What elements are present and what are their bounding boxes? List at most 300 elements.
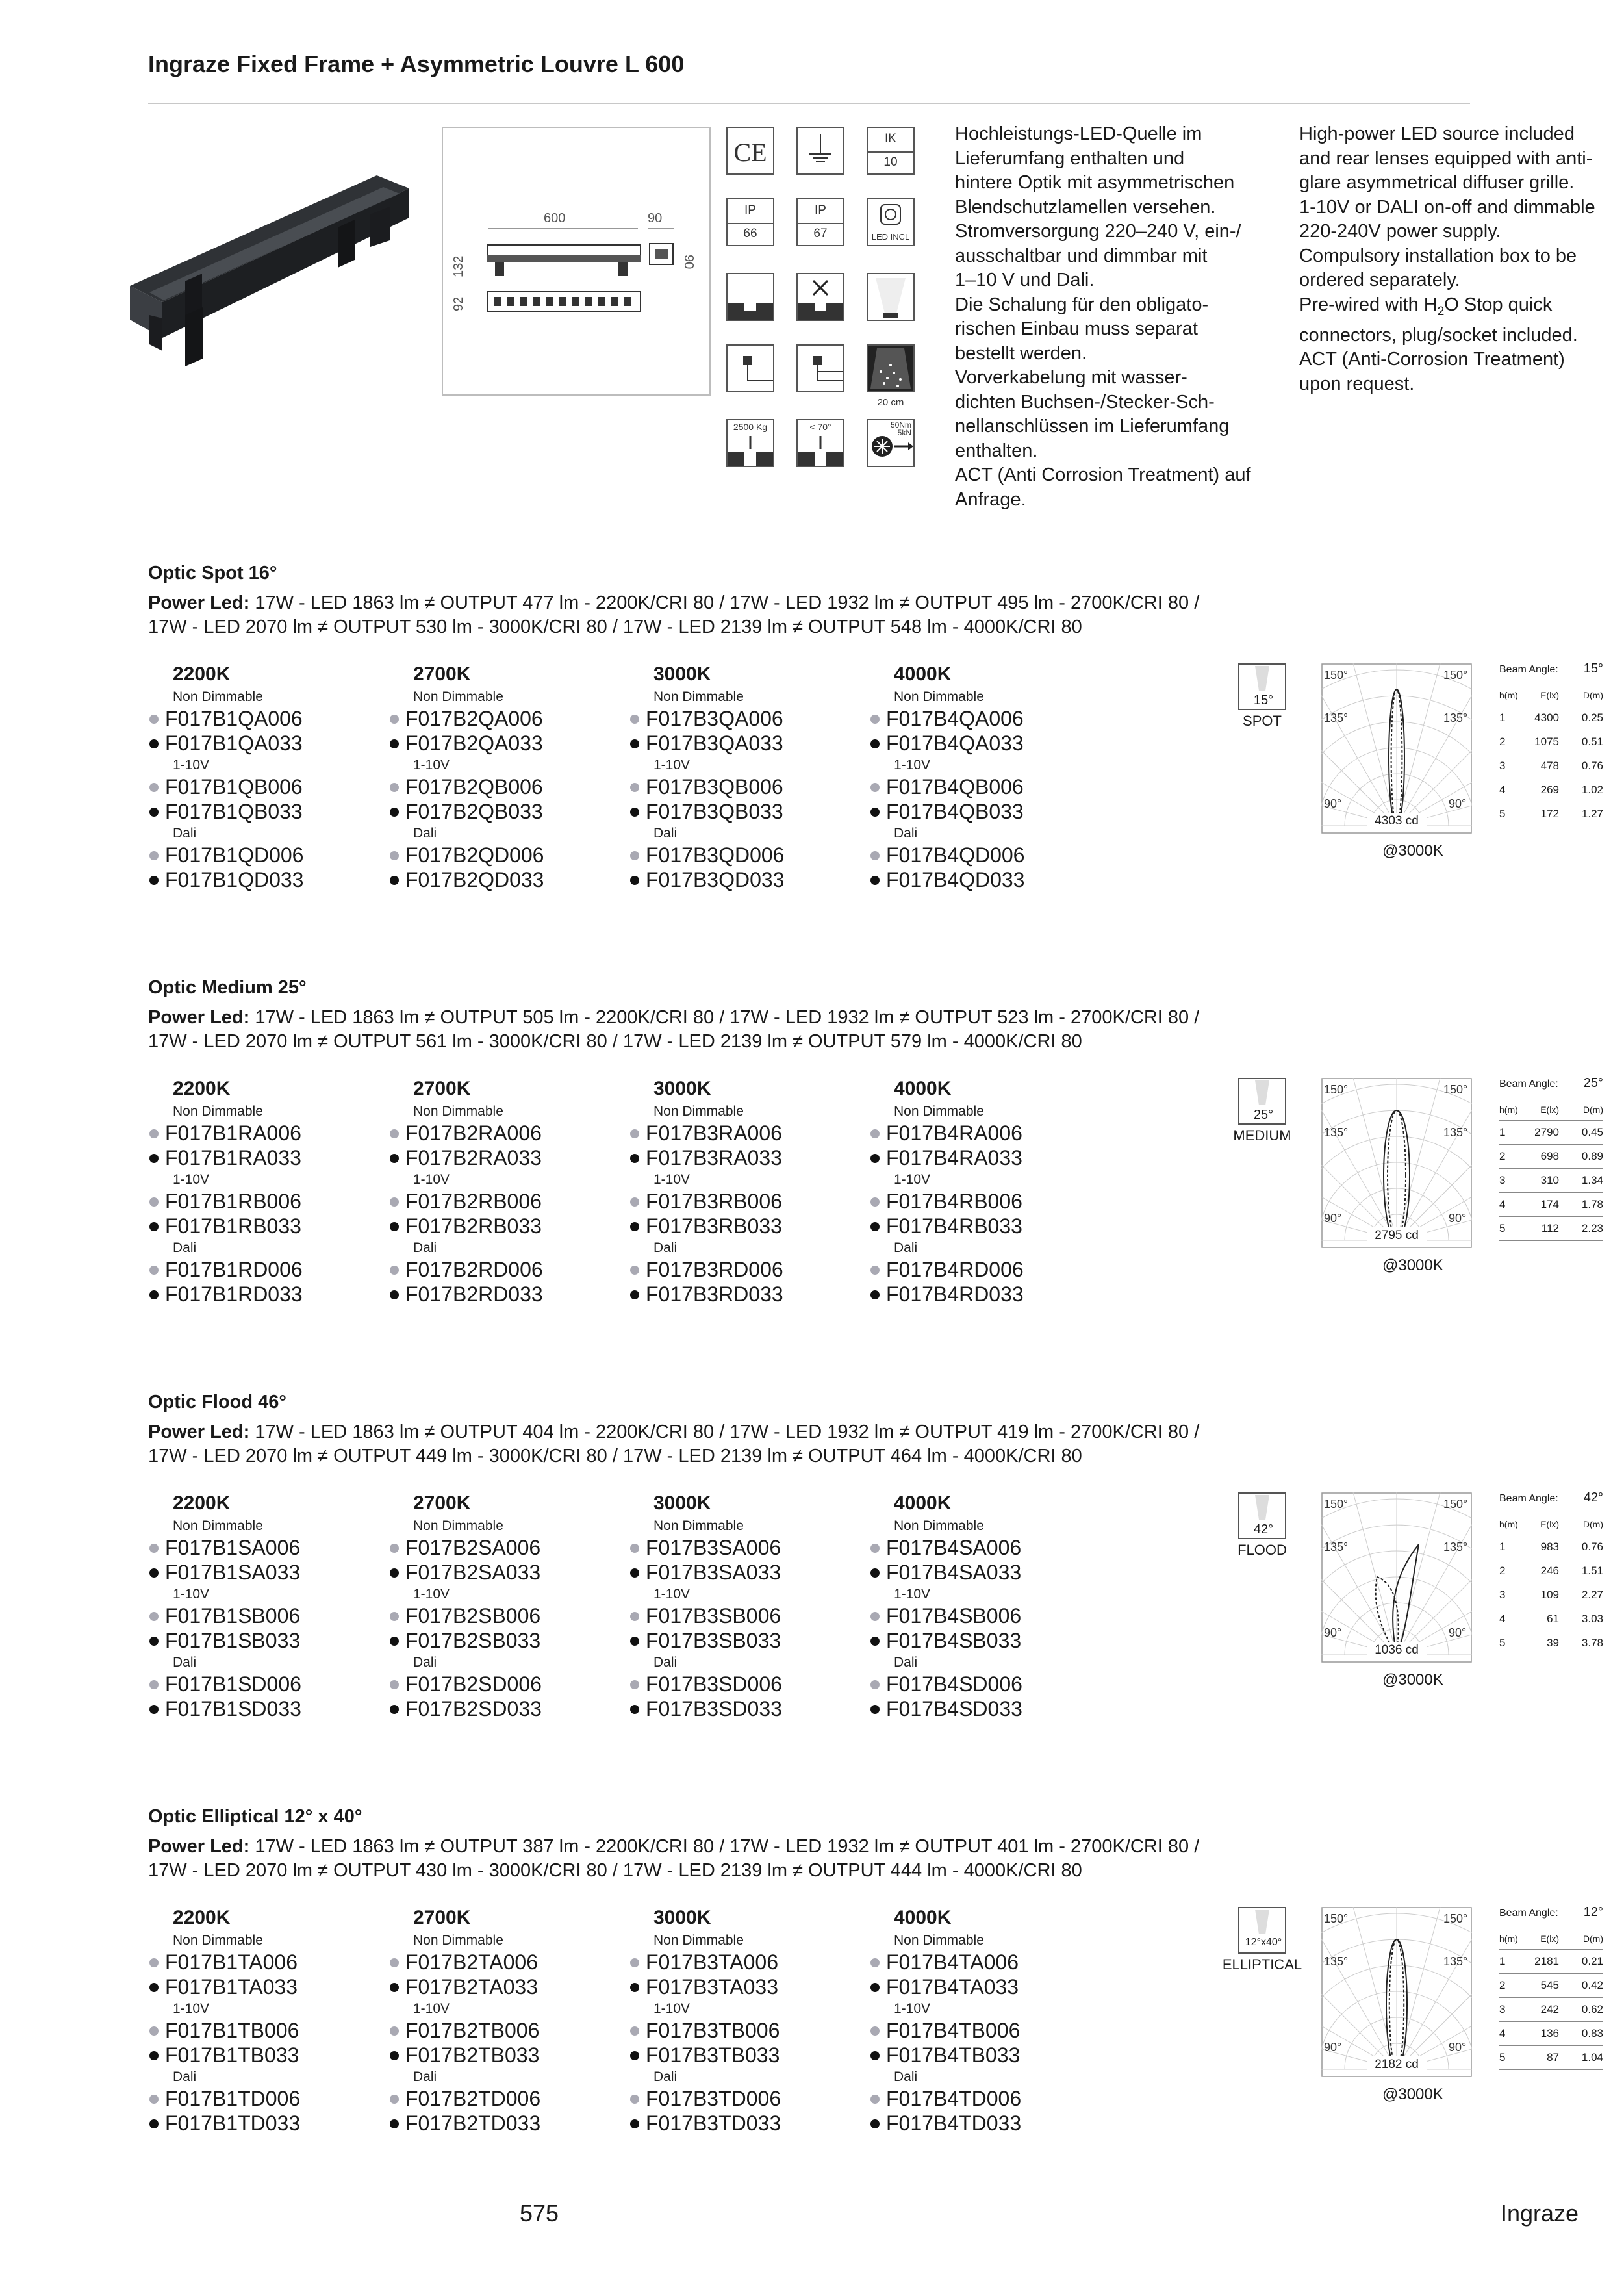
cell-height: 1 — [1499, 1540, 1506, 1553]
grey-finish-dot — [630, 1612, 639, 1621]
product-code-row[interactable] — [148, 1121, 382, 1145]
product-code: F017B4RB033 — [886, 1214, 1022, 1238]
product-code-row[interactable] — [629, 1696, 863, 1721]
product-code-row[interactable] — [869, 2111, 1103, 2136]
black-finish-dot — [870, 1290, 880, 1299]
product-code-row[interactable] — [629, 799, 863, 824]
product-code: F017B3RD006 — [646, 1258, 783, 1281]
product-code: F017B1QD033 — [165, 868, 304, 891]
product-code-row[interactable] — [388, 2086, 622, 2111]
grey-finish-dot — [630, 1197, 639, 1207]
product-code-row[interactable] — [148, 867, 382, 892]
cct-column — [869, 1492, 1103, 1721]
cct-column — [388, 1492, 622, 1721]
col-illuminance: E(lx) — [1540, 1105, 1559, 1115]
reference-cct: @3000K — [1382, 1671, 1443, 1689]
cell-diameter: 1.02 — [1581, 784, 1603, 796]
product-code: F017B2TB006 — [405, 2019, 540, 2042]
cct-column — [148, 1492, 382, 1721]
black-finish-dot — [390, 1568, 399, 1578]
control-type-label: Non Dimmable — [894, 1518, 984, 1533]
product-code: F017B2QD006 — [405, 843, 544, 867]
product-code-row[interactable] — [388, 1672, 622, 1696]
product-code-row[interactable] — [148, 1145, 382, 1170]
grey-finish-dot — [630, 783, 639, 792]
product-code-row[interactable] — [148, 1950, 382, 1974]
cell-height: 5 — [1499, 1637, 1506, 1649]
polar-angle-label: 90° — [1449, 2041, 1467, 2054]
reference-cct: @3000K — [1382, 1257, 1443, 1274]
product-code-row[interactable] — [388, 1121, 622, 1145]
product-code-row[interactable] — [148, 1696, 382, 1721]
product-code: F017B1TD006 — [165, 2087, 301, 2110]
cct-column — [629, 663, 863, 892]
cell-illuminance: 698 — [1540, 1150, 1559, 1162]
table-row — [1499, 1998, 1603, 2022]
product-code: F017B3SB006 — [646, 1604, 781, 1628]
product-code: F017B4RD006 — [886, 1258, 1024, 1281]
control-type-label: 1-10V — [413, 1172, 450, 1187]
wiring-icon — [726, 344, 774, 392]
product-code-row[interactable] — [148, 2111, 382, 2136]
product-code-row[interactable] — [388, 1257, 622, 1282]
optic-title: Optic Elliptical 12° x 40° — [148, 1806, 362, 1827]
grey-finish-dot — [149, 1197, 159, 1207]
optic-title: Optic Flood 46° — [148, 1392, 286, 1412]
product-code-row[interactable] — [388, 1214, 622, 1238]
beam-type — [1213, 1078, 1311, 1169]
product-code: F017B1SB033 — [165, 1629, 301, 1652]
polar-angle-label: 90° — [1449, 1212, 1467, 1225]
dim-depth: 92 — [451, 296, 466, 311]
product-code-row[interactable] — [869, 843, 1103, 867]
table-row — [1499, 1217, 1603, 1241]
product-code: F017B2TD033 — [405, 2112, 541, 2135]
polar-angle-label: 90° — [1449, 797, 1467, 810]
table-row — [1499, 1631, 1603, 1655]
product-code: F017B3QB006 — [646, 775, 783, 798]
product-code-row[interactable] — [869, 1696, 1103, 1721]
power-line-1: 17W - LED 1863 lm ≠ OUTPUT 404 lm - 2200K/CRI 80 / 17W - LED 1932 lm ≠ OUTPUT 419 lm - 2700K/CRI 80 / — [255, 1422, 1200, 1442]
product-code-row[interactable] — [388, 2018, 622, 2043]
table-row — [1499, 1145, 1603, 1169]
black-finish-dot — [870, 876, 880, 885]
cell-height: 5 — [1499, 808, 1506, 820]
black-finish-dot — [630, 808, 639, 817]
product-code: F017B2TD006 — [405, 2087, 541, 2110]
product-code: F017B1SA006 — [165, 1536, 301, 1559]
product-code: F017B1QA033 — [165, 732, 303, 755]
product-code-row[interactable] — [869, 1560, 1103, 1585]
product-code-row[interactable] — [629, 1628, 863, 1653]
cell-height: 4 — [1499, 1198, 1506, 1210]
cct-column — [869, 663, 1103, 892]
optic-title: Optic Spot 16° — [148, 563, 277, 583]
product-code-row[interactable] — [148, 706, 382, 731]
black-finish-dot — [149, 2051, 159, 2060]
black-finish-dot — [149, 1637, 159, 1646]
product-code-row[interactable] — [629, 1974, 863, 1999]
table-row — [1499, 1974, 1603, 1998]
grey-finish-dot — [630, 851, 639, 860]
beam-angle-label: Beam Angle: — [1499, 1079, 1558, 1090]
product-code-row[interactable] — [388, 1145, 622, 1170]
grey-finish-dot — [630, 1266, 639, 1275]
black-finish-dot — [149, 1568, 159, 1578]
product-code: F017B2QA006 — [405, 707, 543, 730]
product-code-row[interactable] — [869, 1672, 1103, 1696]
product-code: F017B3SA033 — [646, 1561, 781, 1584]
product-code-row[interactable] — [869, 1603, 1103, 1628]
product-code-row[interactable] — [869, 1974, 1103, 1999]
connector-icon — [796, 344, 844, 392]
product-code: F017B2SD033 — [405, 1697, 542, 1720]
product-code: F017B1QB033 — [165, 800, 303, 823]
col-height: h(m) — [1499, 690, 1518, 700]
polar-angle-label: 135° — [1324, 711, 1349, 724]
cct-column — [388, 1078, 622, 1307]
product-code-row[interactable] — [869, 1121, 1103, 1145]
cct-label: 2700K — [413, 1907, 471, 1928]
product-code-row[interactable] — [869, 1257, 1103, 1282]
beam-angle-header — [1499, 1075, 1603, 1097]
polar-angle-label: 150° — [1324, 669, 1349, 682]
product-code-row[interactable] — [869, 1535, 1103, 1560]
product-code: F017B2TA033 — [405, 1975, 538, 1999]
grey-finish-dot — [390, 715, 399, 724]
cell-height: 4 — [1499, 1613, 1506, 1625]
product-code: F017B3SA006 — [646, 1536, 781, 1559]
beam-angle-label: Beam Angle: — [1499, 664, 1558, 675]
grey-finish-dot — [390, 2095, 399, 2104]
product-code: F017B1TB033 — [165, 2043, 299, 2067]
product-code-row[interactable] — [869, 1950, 1103, 1974]
product-code-row[interactable] — [629, 706, 863, 731]
product-code: F017B1RB006 — [165, 1190, 301, 1213]
control-type-label: Non Dimmable — [653, 689, 744, 704]
cell-diameter: 0.45 — [1581, 1126, 1603, 1138]
product-code-row[interactable] — [388, 1189, 622, 1214]
control-type-label: Dali — [653, 1655, 678, 1670]
black-finish-dot — [630, 1568, 639, 1578]
product-code-row[interactable] — [869, 1214, 1103, 1238]
polar-angle-label: 90° — [1324, 797, 1342, 810]
cell-illuminance: 310 — [1540, 1174, 1559, 1186]
product-code-row[interactable] — [148, 1189, 382, 1214]
product-code: F017B1SB006 — [165, 1604, 301, 1628]
ce-mark-icon: CE — [726, 127, 774, 175]
product-code-row[interactable] — [629, 2018, 863, 2043]
product-code-row[interactable] — [869, 1145, 1103, 1170]
product-code-row[interactable] — [629, 1603, 863, 1628]
black-finish-dot — [870, 1568, 880, 1578]
control-type-label: 1-10V — [653, 2001, 691, 2016]
product-code-row[interactable] — [388, 799, 622, 824]
product-code-row[interactable] — [148, 799, 382, 824]
description-english: High-power LED source included and rear lenses equipped with anti- glare asymmetrical diffuser grille. 1-10V or DALI on-off and dimmable 220-240V power supply. Compulsory installation box to be ordered separately. Pre-wired with $H_2O$ Stop quick connectors, plug/socket included. ACT (Anti-Corrosion Treatment) upon request. — [1299, 123, 1595, 394]
control-type-label: Dali — [173, 2069, 197, 2084]
black-finish-dot — [390, 1290, 399, 1299]
black-finish-dot — [630, 2119, 639, 2128]
beam-type — [1213, 1492, 1311, 1583]
cct-label: 2700K — [413, 1078, 471, 1099]
product-code-row[interactable] — [148, 1257, 382, 1282]
beam-angle-value: 12° — [1583, 1905, 1603, 1919]
product-code-row[interactable] — [869, 867, 1103, 892]
title-divider — [148, 103, 1470, 104]
polar-angle-label: 135° — [1324, 1540, 1349, 1553]
cct-column — [388, 1907, 622, 2136]
cct-label: 3000K — [653, 663, 711, 685]
product-code: F017B4TB006 — [886, 2019, 1021, 2042]
product-code-row[interactable] — [629, 1535, 863, 1560]
grey-finish-dot — [870, 2095, 880, 2104]
product-code: F017B3RB033 — [646, 1214, 782, 1238]
product-code-row[interactable] — [629, 2086, 863, 2111]
cct-label: 4000K — [894, 1492, 952, 1514]
product-code-row[interactable] — [869, 731, 1103, 756]
control-type-label: Non Dimmable — [413, 689, 503, 704]
optic-section — [148, 1806, 1603, 2196]
product-code-row[interactable] — [148, 2018, 382, 2043]
beam-type-label: FLOOD — [1237, 1542, 1287, 1558]
control-type-label: Dali — [653, 1240, 678, 1255]
product-code-row[interactable] — [869, 1628, 1103, 1653]
cct-label: 4000K — [894, 1907, 952, 1928]
grey-finish-dot — [149, 1612, 159, 1621]
table-row — [1499, 1559, 1603, 1583]
table-row — [1499, 802, 1603, 826]
product-code-row[interactable] — [869, 2043, 1103, 2067]
product-code-row[interactable] — [629, 1189, 863, 1214]
product-code-row[interactable] — [629, 867, 863, 892]
beam-angle-header — [1499, 660, 1603, 682]
product-code-row[interactable] — [629, 2111, 863, 2136]
product-code: F017B3SD033 — [646, 1697, 782, 1720]
product-code-row[interactable] — [629, 1950, 863, 1974]
optic-section — [148, 977, 1603, 1367]
product-code-row[interactable] — [148, 2086, 382, 2111]
product-code: F017B3RA006 — [646, 1121, 782, 1145]
product-code-row[interactable] — [869, 2018, 1103, 2043]
polar-angle-label: 90° — [1324, 2041, 1342, 2054]
table-row — [1499, 778, 1603, 802]
product-code-row[interactable] — [629, 2043, 863, 2067]
product-code-row[interactable] — [148, 731, 382, 756]
photometric-table — [1499, 660, 1603, 826]
product-code-row[interactable] — [148, 1603, 382, 1628]
table-header-row — [1499, 682, 1603, 706]
grey-finish-dot — [870, 715, 880, 724]
black-finish-dot — [149, 808, 159, 817]
black-finish-dot — [149, 739, 159, 748]
cct-label: 3000K — [653, 1078, 711, 1099]
cell-illuminance: 2181 — [1534, 1955, 1559, 1967]
peak-intensity-label: 2795 cd — [1375, 1229, 1419, 1242]
product-code-row[interactable] — [629, 843, 863, 867]
product-code-row[interactable] — [869, 1189, 1103, 1214]
product-code-row[interactable] — [388, 867, 622, 892]
product-code: F017B4SA006 — [886, 1536, 1022, 1559]
product-code-row[interactable] — [869, 799, 1103, 824]
control-type-label: Dali — [653, 2069, 678, 2084]
cct-label: 4000K — [894, 663, 952, 685]
brand-name: Ingraze — [1501, 2200, 1579, 2227]
beam-angle-label: Beam Angle: — [1499, 1908, 1558, 1919]
product-code-row[interactable] — [869, 1282, 1103, 1307]
cell-height: 1 — [1499, 1955, 1506, 1967]
light-beam-icon — [867, 273, 915, 321]
product-code: F017B3QD033 — [646, 868, 785, 891]
product-code: F017B4SD033 — [886, 1697, 1022, 1720]
product-code: F017B2TB033 — [405, 2043, 540, 2067]
product-code-row[interactable] — [148, 1282, 382, 1307]
cell-height: 5 — [1499, 1222, 1506, 1234]
product-code-row[interactable] — [388, 1628, 622, 1653]
product-code-row[interactable] — [148, 2043, 382, 2067]
polar-angle-label: 90° — [1324, 1212, 1342, 1225]
product-code: F017B2QA033 — [405, 732, 543, 755]
product-code-row[interactable] — [148, 774, 382, 799]
table-row — [1499, 2022, 1603, 2046]
product-code: F017B3QD006 — [646, 843, 785, 867]
product-code-row[interactable] — [869, 2086, 1103, 2111]
beam-angle-header — [1499, 1489, 1603, 1511]
product-code: F017B3SD006 — [646, 1672, 782, 1696]
col-height: h(m) — [1499, 1519, 1518, 1529]
cell-diameter: 1.27 — [1581, 808, 1603, 820]
cell-height: 3 — [1499, 1174, 1506, 1186]
control-type-label: Dali — [894, 826, 918, 841]
product-code-row[interactable] — [388, 843, 622, 867]
polar-angle-label: 150° — [1324, 1912, 1349, 1925]
product-code: F017B1QD006 — [165, 843, 304, 867]
cct-column — [629, 1078, 863, 1307]
product-code-row[interactable] — [388, 1974, 622, 1999]
product-code-row[interactable] — [629, 731, 863, 756]
product-code-row[interactable] — [388, 1950, 622, 1974]
product-code-row[interactable] — [148, 1628, 382, 1653]
product-code-row[interactable] — [388, 1282, 622, 1307]
table-row — [1499, 1583, 1603, 1607]
black-finish-dot — [390, 808, 399, 817]
cct-column — [629, 1907, 863, 2136]
product-code-row[interactable] — [148, 1535, 382, 1560]
col-diameter: D(m) — [1582, 1934, 1603, 1944]
grey-finish-dot — [390, 1266, 399, 1275]
black-finish-dot — [630, 1637, 639, 1646]
product-code-row[interactable] — [148, 1974, 382, 1999]
product-code-row[interactable] — [629, 1672, 863, 1696]
grey-finish-dot — [390, 1197, 399, 1207]
polar-angle-label: 135° — [1324, 1955, 1349, 1968]
black-finish-dot — [870, 808, 880, 817]
beam-angle-value: 25° — [1583, 1076, 1603, 1090]
product-code-row[interactable] — [629, 1560, 863, 1585]
beam-cone-icon — [1238, 1492, 1286, 1539]
beam-cone-icon — [1238, 1907, 1286, 1954]
polar-light-distribution — [1321, 1907, 1472, 2077]
control-type-label: Non Dimmable — [173, 1933, 263, 1948]
product-code-row[interactable] — [148, 1214, 382, 1238]
product-code-row[interactable] — [869, 774, 1103, 799]
cell-illuminance: 242 — [1540, 2003, 1559, 2015]
product-code: F017B2SA006 — [405, 1536, 541, 1559]
product-code-row[interactable] — [869, 706, 1103, 731]
black-finish-dot — [149, 876, 159, 885]
product-code-row[interactable] — [148, 1672, 382, 1696]
beam-angle-value: 12°x40° — [1245, 1937, 1282, 1948]
peak-intensity-label: 4303 cd — [1375, 814, 1419, 828]
product-code-row[interactable] — [388, 1535, 622, 1560]
col-height: h(m) — [1499, 1934, 1518, 1944]
product-code-row[interactable] — [629, 1214, 863, 1238]
table-row — [1499, 1535, 1603, 1559]
product-code-row[interactable] — [148, 1560, 382, 1585]
product-code-row[interactable] — [388, 2043, 622, 2067]
beam-angle-value: 42° — [1253, 1522, 1274, 1537]
product-code-row[interactable] — [629, 1121, 863, 1145]
dim-side: 90 — [681, 255, 696, 270]
black-finish-dot — [630, 1290, 639, 1299]
cell-height: 1 — [1499, 711, 1506, 724]
product-code-row[interactable] — [388, 731, 622, 756]
control-type-label: 1-10V — [894, 758, 931, 773]
product-code-row[interactable] — [629, 1282, 863, 1307]
cell-diameter: 0.76 — [1581, 760, 1603, 772]
polar-angle-label: 150° — [1324, 1083, 1349, 1096]
product-code-row[interactable] — [629, 1257, 863, 1282]
product-code: F017B3QA033 — [646, 732, 783, 755]
product-code: F017B3QB033 — [646, 800, 783, 823]
polar-angle-label: 90° — [1449, 1626, 1467, 1639]
cell-diameter: 0.51 — [1581, 735, 1603, 748]
product-code: F017B2QB033 — [405, 800, 543, 823]
grey-finish-dot — [390, 1129, 399, 1138]
black-finish-dot — [870, 1705, 880, 1714]
beam-type — [1213, 663, 1311, 754]
product-code-row[interactable] — [388, 1560, 622, 1585]
control-type-label: Non Dimmable — [413, 1104, 503, 1119]
cell-illuminance: 172 — [1540, 808, 1559, 820]
cct-label: 4000K — [894, 1078, 952, 1099]
control-type-label: Dali — [413, 1655, 437, 1670]
cell-diameter: 0.42 — [1581, 1979, 1603, 1991]
product-code-row[interactable] — [388, 774, 622, 799]
grey-finish-dot — [149, 1680, 159, 1689]
power-led-spec — [148, 1835, 1199, 1883]
product-code-row[interactable] — [388, 1603, 622, 1628]
grey-finish-dot — [630, 1544, 639, 1553]
earth-icon — [796, 127, 844, 175]
product-code: F017B2RB033 — [405, 1214, 542, 1238]
cell-height: 2 — [1499, 1979, 1506, 1991]
product-code-row[interactable] — [148, 843, 382, 867]
black-finish-dot — [149, 1154, 159, 1163]
black-finish-dot — [870, 1222, 880, 1231]
product-code-row[interactable] — [388, 706, 622, 731]
cell-diameter: 3.78 — [1581, 1637, 1603, 1649]
cell-diameter: 2.23 — [1581, 1222, 1603, 1234]
product-code-row[interactable] — [629, 1145, 863, 1170]
grey-finish-dot — [870, 1197, 880, 1207]
control-type-label: Non Dimmable — [173, 1104, 263, 1119]
product-code-row[interactable] — [388, 1696, 622, 1721]
grey-finish-dot — [149, 851, 159, 860]
product-code: F017B2QB006 — [405, 775, 543, 798]
product-code-row[interactable] — [388, 2111, 622, 2136]
product-code-row[interactable] — [629, 774, 863, 799]
